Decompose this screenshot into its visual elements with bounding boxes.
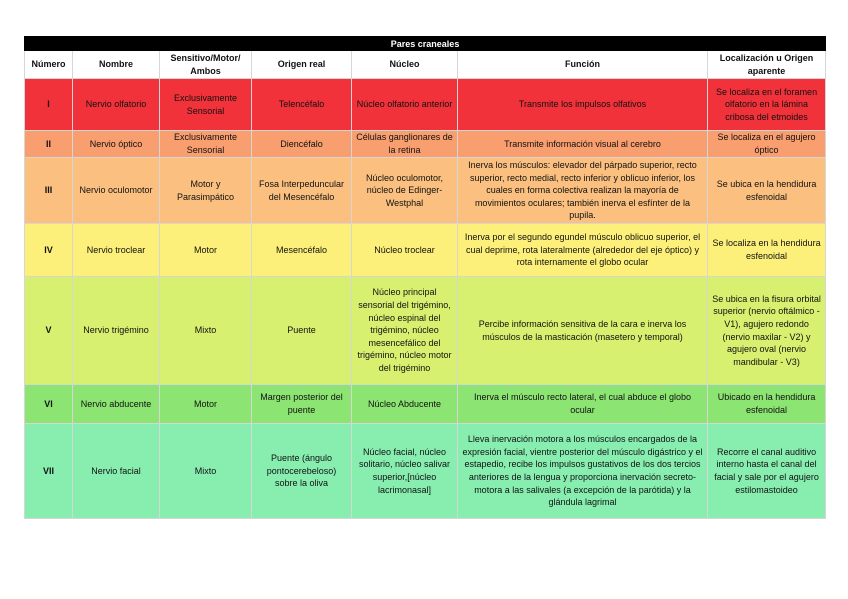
cell-funcion: Inerva el músculo recto lateral, el cual abduce el globo ocular bbox=[458, 385, 708, 424]
cell-funcion: Inerva los músculos: elevador del párpado superior, recto superior, recto medial, recto inferior y oblicuo inferior, los cuales en forma colectiva realizan la mayoría de movimientos oculares; también inerva el esfínter de la pupila. bbox=[458, 158, 708, 224]
title-row bbox=[25, 37, 826, 51]
header-numero: Número bbox=[25, 51, 73, 79]
cell-origen: Puente (ángulo pontocerebeloso) sobre la oliva bbox=[252, 424, 352, 519]
cell-localizacion: Se localiza en la hendidura esfenoidal bbox=[708, 224, 826, 277]
cell-nombre: Nervio troclear bbox=[73, 224, 160, 277]
cell-origen: Margen posterior del puente bbox=[252, 385, 352, 424]
table-row bbox=[25, 131, 826, 158]
cell-nombre: Nervio abducente bbox=[73, 385, 160, 424]
cell-numero: IV bbox=[25, 224, 73, 277]
cell-nucleo: Células ganglionares de la retina bbox=[352, 131, 458, 158]
header-nombre: Nombre bbox=[73, 51, 160, 79]
table-row bbox=[25, 224, 826, 277]
cell-funcion: Lleva inervación motora a los músculos encargados de la expresión facial, vientre posterior del músculo digástrico y el estapedio, recibe los impulsos gustativos de los dos tercios anteriores de la lengua y proporciona inervación secreto-motora a las salivales (a excepción de la parótida) y la glándula lagrimal bbox=[458, 424, 708, 519]
cell-tipo: Motor bbox=[160, 224, 252, 277]
table-row bbox=[25, 277, 826, 385]
cell-funcion: Transmite los impulsos olfativos bbox=[458, 79, 708, 131]
table-row bbox=[25, 424, 826, 519]
header-origen: Origen real bbox=[252, 51, 352, 79]
cell-localizacion: Se localiza en el foramen olfatorio en la lámina cribosa del etmoides bbox=[708, 79, 826, 131]
cell-origen: Fosa Interpeduncular del Mesencéfalo bbox=[252, 158, 352, 224]
cell-tipo: Exclusivamente Sensorial bbox=[160, 79, 252, 131]
cell-nucleo: Núcleo principal sensorial del trigémino, núcleo espinal del trigémino, núcleo mesencefálico del trigémino, núcleo motor del trigémino bbox=[352, 277, 458, 385]
cell-origen: Diencéfalo bbox=[252, 131, 352, 158]
table-row bbox=[25, 158, 826, 224]
cranial-nerves-sheet bbox=[24, 36, 825, 519]
cell-funcion: Transmite información visual al cerebro bbox=[458, 131, 708, 158]
table-row bbox=[25, 79, 826, 131]
header-localizacion: Localización u Origen aparente bbox=[708, 51, 826, 79]
cell-nucleo: Núcleo olfatorio anterior bbox=[352, 79, 458, 131]
cell-numero: V bbox=[25, 277, 73, 385]
cell-nombre: Nervio óptico bbox=[73, 131, 160, 158]
table-row bbox=[25, 385, 826, 424]
cell-numero: VI bbox=[25, 385, 73, 424]
cell-nombre: Nervio oculomotor bbox=[73, 158, 160, 224]
cell-tipo: Mixto bbox=[160, 424, 252, 519]
cell-localizacion: Ubicado en la hendidura esfenoidal bbox=[708, 385, 826, 424]
cell-funcion: Percibe información sensitiva de la cara e inerva los músculos de la masticación (masetero y temporal) bbox=[458, 277, 708, 385]
cell-numero: III bbox=[25, 158, 73, 224]
cell-nombre: Nervio olfatorio bbox=[73, 79, 160, 131]
cell-localizacion: Recorre el canal auditivo interno hasta el canal del facial y sale por el agujero estilomastoideo bbox=[708, 424, 826, 519]
cell-tipo: Exclusivamente Sensorial bbox=[160, 131, 252, 158]
cell-nucleo: Núcleo oculomotor, núcleo de Edinger-Westphal bbox=[352, 158, 458, 224]
cell-origen: Mesencéfalo bbox=[252, 224, 352, 277]
header-row bbox=[25, 51, 826, 79]
cell-localizacion: Se localiza en el agujero óptico bbox=[708, 131, 826, 158]
header-tipo: Sensitivo/Motor/ Ambos bbox=[160, 51, 252, 79]
cell-nucleo: Núcleo facial, núcleo solitario, núcleo salivar superior,[núcleo lacrimonasal] bbox=[352, 424, 458, 519]
cell-numero: VII bbox=[25, 424, 73, 519]
cell-nombre: Nervio trigémino bbox=[73, 277, 160, 385]
cell-nucleo: Núcleo Abducente bbox=[352, 385, 458, 424]
cell-tipo: Motor y Parasimpático bbox=[160, 158, 252, 224]
cell-tipo: Mixto bbox=[160, 277, 252, 385]
cell-funcion: Inerva por el segundo egundel músculo oblicuo superior, el cual deprime, rota lateralmente (alrededor del eje óptico) y rota internamente el globo ocular bbox=[458, 224, 708, 277]
header-nucleo: Núcleo bbox=[352, 51, 458, 79]
header-funcion: Función bbox=[458, 51, 708, 79]
cell-localizacion: Se ubica en la hendidura esfenoidal bbox=[708, 158, 826, 224]
cell-origen: Puente bbox=[252, 277, 352, 385]
table-title: Pares craneales bbox=[25, 37, 826, 51]
cell-numero: I bbox=[25, 79, 73, 131]
cell-numero: II bbox=[25, 131, 73, 158]
cell-origen: Telencéfalo bbox=[252, 79, 352, 131]
cell-tipo: Motor bbox=[160, 385, 252, 424]
cell-localizacion: Se ubica en la fisura orbital superior (nervio oftálmico - V1), agujero redondo (nervio maxilar - V2) y agujero oval (nervio mandibular - V3) bbox=[708, 277, 826, 385]
cranial-nerves-table bbox=[24, 36, 826, 519]
cell-nucleo: Núcleo troclear bbox=[352, 224, 458, 277]
cell-nombre: Nervio facial bbox=[73, 424, 160, 519]
